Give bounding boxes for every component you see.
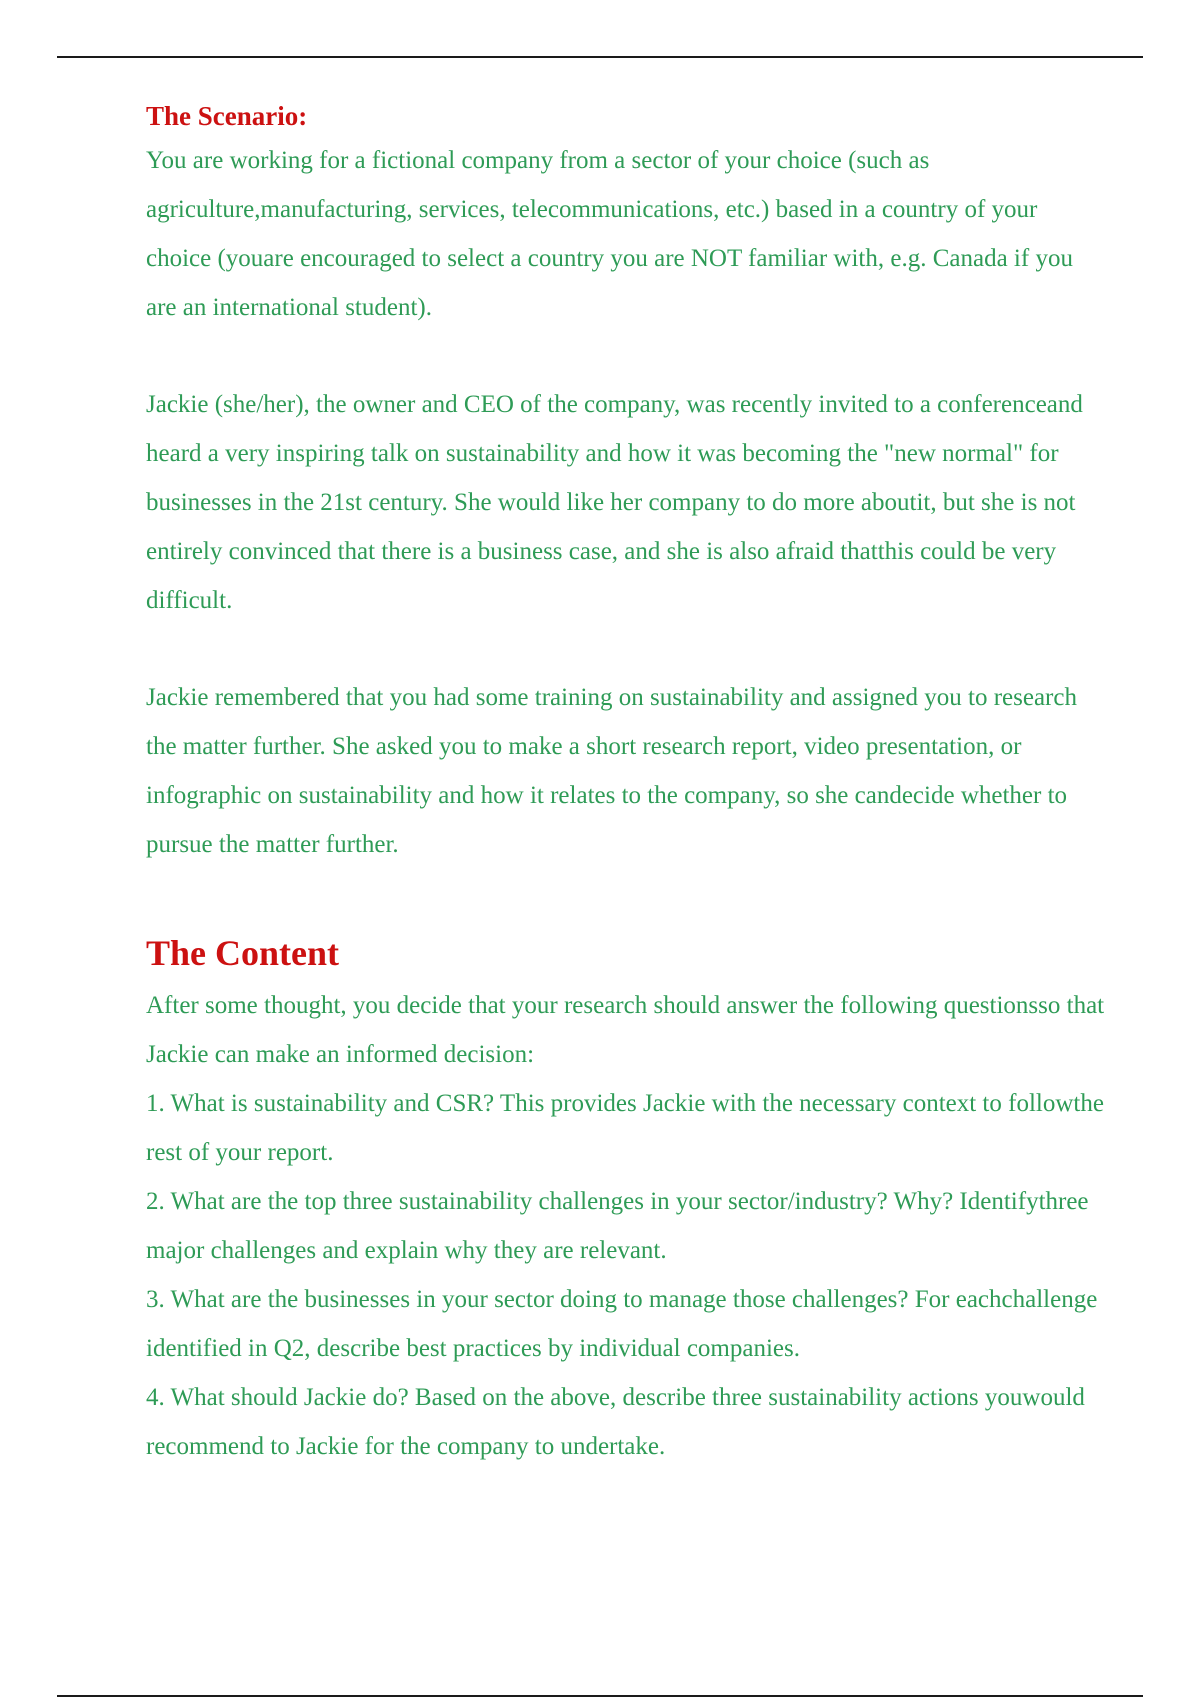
top-rule	[57, 56, 1143, 58]
document-body	[146, 96, 1106, 1471]
content-intro: After some thought, you decide that your research should answer the following questionsso that Jackie can make an informed decision:	[146, 992, 1105, 1068]
scenario-paragraph-2: Jackie (she/her), the owner and CEO of the company, was recently invited to a conferenceand heard a very inspiring talk on sustainability and how it was becoming the "new normal" for businesses in the 21st century. She would like her company to do more aboutit, but she is not entirely convinced that there is a business case, and she is also afraid thatthis could be very difficult.	[146, 391, 1083, 614]
scenario-paragraph-1: You are working for a fictional company from a sector of your choice (such as agriculture,manufacturing, services, telecommunications, etc.) based in a country of your choice (youare encouraged to select a country you are NOT familiar with, e.g. Canada if you are an international student).	[146, 147, 1073, 321]
scenario-paragraph-3: Jackie remembered that you had some training on sustainability and assigned you to research the matter further. She asked you to make a short research report, video presentation, or infographic on sustainability and how it relates to the company, so she candecide whether to pursue the matter further.	[146, 684, 1077, 858]
question-item-4: 4. What should Jackie do? Based on the above, describe three sustainability actions youwould recommend to Jackie for the company to undertake.	[146, 1384, 1085, 1460]
question-item-2: 2. What are the top three sustainability challenges in your sector/industry? Why? Identifythree major challenges and explain why they are relevant.	[146, 1188, 1089, 1264]
content-heading: The Content	[146, 933, 340, 973]
question-list	[146, 1079, 1106, 1471]
bottom-rule	[57, 1695, 1143, 1697]
question-item-1: 1. What is sustainability and CSR? This provides Jackie with the necessary context to followthe rest of your report.	[146, 1090, 1104, 1166]
question-item-3: 3. What are the businesses in your sector doing to manage those challenges? For eachchallenge identified in Q2, describe best practices by individual companies.	[146, 1286, 1098, 1362]
scenario-heading: The Scenario:	[146, 101, 308, 131]
